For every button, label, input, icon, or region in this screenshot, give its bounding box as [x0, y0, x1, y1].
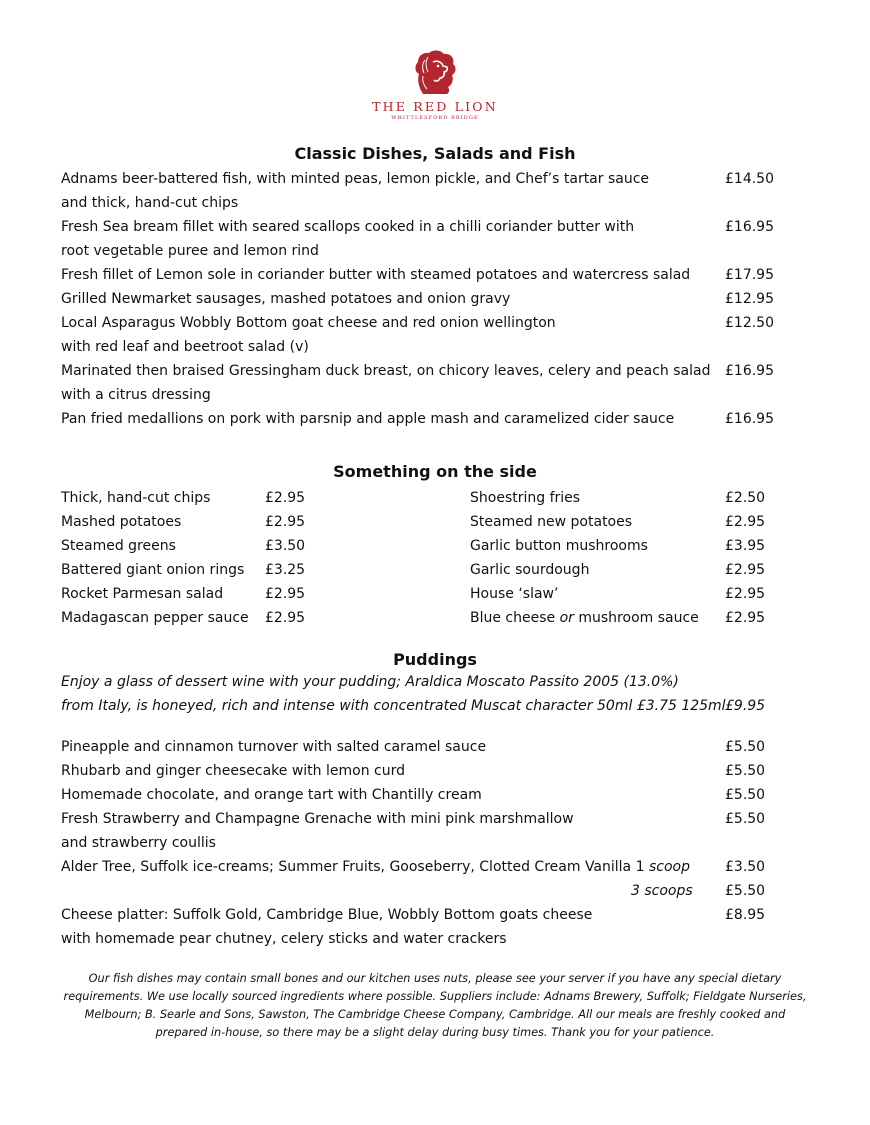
item-description: Adnams beer-battered fish, with minted peas, lemon pickle, and Chef’s tartar sauce: [61, 171, 650, 187]
allergen-notes: [50, 970, 820, 1042]
list-item: [61, 311, 781, 335]
side-price: £3.95: [725, 538, 766, 554]
side-name-part: Blue cheese: [470, 610, 560, 626]
list-item: [61, 407, 781, 431]
item-description: root vegetable puree and lemon rind: [61, 243, 319, 259]
list-item: [61, 510, 321, 534]
side-name: Garlic sourdough: [470, 562, 590, 578]
side-price: £2.95: [725, 562, 766, 578]
side-name: Shoestring fries: [470, 490, 581, 506]
sides-right-column: [470, 486, 770, 630]
item-description: Fresh Strawberry and Champagne Grenache with mini pink marshmallow: [61, 811, 574, 827]
list-item: [61, 558, 321, 582]
icecream-text: Alder Tree, Suffolk ice-creams; Summer Fruits, Gooseberry, Clotted Cream Vanilla 1: [61, 859, 649, 875]
item-description: Homemade chocolate, and orange tart with Chantilly cream: [61, 787, 482, 803]
item-description: Fresh fillet of Lemon sole in coriander butter with steamed potatoes and watercress salad: [61, 267, 691, 283]
logo-subtitle: WHITTLESFORD BRIDGE: [391, 115, 479, 121]
side-name: Battered giant onion rings: [61, 562, 245, 578]
wine-line: [61, 670, 781, 694]
list-item: [61, 287, 781, 311]
item-price: £5.50: [725, 739, 766, 755]
side-name-part: mushroom sauce: [573, 610, 699, 626]
list-item: [470, 582, 770, 606]
item-price: £12.50: [725, 315, 774, 331]
side-price: £2.95: [725, 610, 766, 626]
list-item: [61, 606, 321, 630]
list-item: [61, 759, 781, 783]
logo-name: THE RED LION: [372, 99, 498, 114]
side-name: Madagascan pepper sauce: [61, 610, 249, 626]
side-name: House ‘slaw’: [470, 586, 559, 602]
list-item: [61, 582, 321, 606]
item-description: with homemade pear chutney, celery sticks and water crackers: [61, 931, 507, 947]
item-description: Cheese platter: Suffolk Gold, Cambridge Blue, Wobbly Bottom goats cheese: [61, 907, 593, 923]
item-price: £8.95: [725, 907, 766, 923]
side-price: £2.50: [725, 490, 766, 506]
list-item-continued: [61, 383, 781, 407]
side-price: £2.95: [725, 586, 766, 602]
item-description: Local Asparagus Wobbly Bottom goat cheese and red onion wellington: [61, 315, 556, 331]
item-description: Pan fried medallions on pork with parsnip and apple mash and caramelized cider sauce: [61, 411, 675, 427]
wine-line: [61, 694, 781, 718]
side-name: [470, 606, 699, 630]
side-name: Thick, hand-cut chips: [61, 490, 211, 506]
side-name: Steamed new potatoes: [470, 514, 633, 530]
notes-line: Our fish dishes may contain small bones and our kitchen uses nuts, please see your server if you have any special dietary: [88, 972, 782, 985]
list-item: [61, 167, 781, 191]
side-price: £3.25: [265, 562, 306, 578]
list-item: [470, 486, 770, 510]
list-item: [61, 855, 781, 879]
item-price: £16.95: [725, 219, 774, 235]
item-description: Grilled Newmarket sausages, mashed potatoes and onion gravy: [61, 291, 511, 307]
list-item-continued: [61, 191, 781, 215]
list-item-continued: [61, 335, 781, 359]
list-item: [61, 486, 321, 510]
list-item-continued: [61, 879, 781, 903]
item-description: Pineapple and cinnamon turnover with salted caramel sauce: [61, 739, 487, 755]
side-price: £3.50: [265, 538, 306, 554]
list-item: [61, 903, 781, 927]
item-price: £5.50: [725, 787, 766, 803]
item-price: £3.50: [725, 859, 766, 875]
item-description: with red leaf and beetroot salad (v): [61, 339, 309, 355]
sides-heading: Something on the side: [333, 462, 537, 481]
list-item: [61, 807, 781, 831]
item-price: £14.50: [725, 171, 774, 187]
side-name: Steamed greens: [61, 538, 176, 554]
side-price: £2.95: [265, 586, 306, 602]
list-item: [470, 558, 770, 582]
puddings-list: [61, 735, 781, 951]
icecream-three-scoops: 3 scoops: [631, 883, 693, 899]
side-name: Garlic button mushrooms: [470, 538, 648, 554]
classic-heading: Classic Dishes, Salads and Fish: [294, 144, 576, 163]
wine-description: Enjoy a glass of dessert wine with your pudding; Araldica Moscato Passito 2005 (13.0%): [61, 674, 679, 690]
dessert-wine: [61, 670, 781, 718]
notes-line: Melbourn; B. Searle and Sons, Sawston, The Cambridge Cheese Company, Cambridge. All our meals are freshly cooked and: [84, 1008, 786, 1021]
item-price: £12.95: [725, 291, 774, 307]
wine-price: £9.95: [725, 698, 766, 714]
item-price: £5.50: [725, 763, 766, 779]
list-item: [470, 510, 770, 534]
puddings-heading: Puddings: [393, 650, 477, 669]
item-price: £16.95: [725, 411, 774, 427]
side-price: £2.95: [725, 514, 766, 530]
list-item-continued: [61, 239, 781, 263]
logo: [0, 48, 870, 122]
item-description: and thick, hand-cut chips: [61, 195, 239, 211]
item-description: Fresh Sea bream fillet with seared scallops cooked in a chilli coriander butter with: [61, 219, 635, 235]
list-item: [470, 534, 770, 558]
sides-left-column: [61, 486, 321, 630]
icecream-scoop: scoop: [648, 859, 690, 875]
notes-line: requirements. We use locally sourced ingredients where possible. Suppliers include: Adnams Brewery, Suffolk; Fieldgate Nurseries,: [63, 990, 807, 1003]
item-price: £17.95: [725, 267, 774, 283]
item-description: [61, 855, 690, 879]
notes-line: prepared in-house, so there may be a slight delay during busy times. Thank you for your patience.: [155, 1026, 715, 1039]
list-item: [470, 606, 770, 630]
list-item: [61, 783, 781, 807]
list-item: [61, 263, 781, 287]
list-item: [61, 359, 781, 383]
side-price: £2.95: [265, 490, 306, 506]
item-price: £5.50: [725, 883, 766, 899]
list-item: [61, 534, 321, 558]
wine-description: from Italy, is honeyed, rich and intense with concentrated Muscat character 50ml £3.75 125ml: [61, 698, 726, 714]
item-description: Marinated then braised Gressingham duck breast, on chicory leaves, celery and peach salad: [61, 363, 711, 379]
side-price: £2.95: [265, 610, 306, 626]
side-price: £2.95: [265, 514, 306, 530]
lion-head-icon: [409, 48, 461, 96]
side-name: Mashed potatoes: [61, 514, 182, 530]
item-description: Rhubarb and ginger cheesecake with lemon curd: [61, 763, 405, 779]
list-item-continued: [61, 927, 781, 951]
list-item: [61, 215, 781, 239]
side-name: Rocket Parmesan salad: [61, 586, 224, 602]
side-name-or: or: [559, 610, 574, 626]
item-description: with a citrus dressing: [61, 387, 211, 403]
list-item-continued: [61, 831, 781, 855]
classic-list: [61, 167, 781, 431]
item-price: £16.95: [725, 363, 774, 379]
list-item: [61, 735, 781, 759]
item-price: £5.50: [725, 811, 766, 827]
item-description: and strawberry coullis: [61, 835, 216, 851]
